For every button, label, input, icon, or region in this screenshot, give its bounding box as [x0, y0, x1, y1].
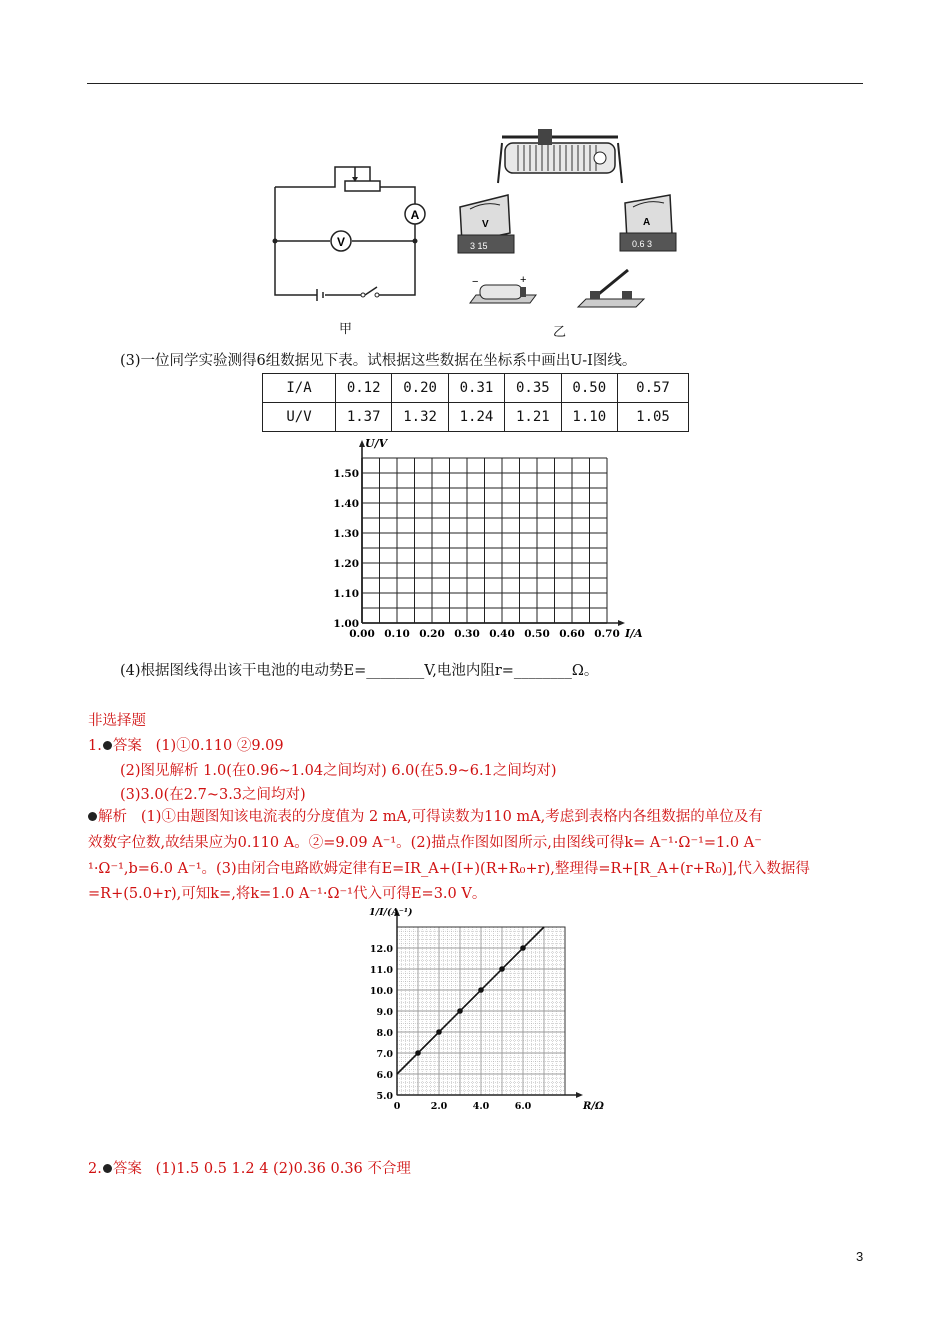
x-tick-label: 0.70: [594, 628, 620, 640]
row-label-current: I/A: [263, 374, 336, 403]
table-cell: 0.50: [561, 374, 617, 403]
table-cell: 1.37: [336, 403, 392, 432]
answers-heading: 非选择题: [88, 713, 146, 729]
explanation-icon: [88, 812, 97, 821]
table-cell: 0.12: [336, 374, 392, 403]
voltmeter-symbol: V: [336, 235, 346, 249]
table-cell: 1.05: [618, 403, 689, 432]
y-tick-label: 12.0: [369, 944, 393, 955]
y-tick-label: 1.10: [333, 588, 359, 600]
top-rule: [87, 83, 863, 84]
x-tick-label: 4.0: [472, 1101, 490, 1112]
y-tick-label: 7.0: [376, 1049, 393, 1060]
data-point: [457, 1008, 463, 1014]
answer-2-label: 答案: [112, 1161, 142, 1177]
x-tick-label: 0.60: [559, 628, 585, 640]
answer-2-number: 2.: [88, 1161, 102, 1177]
x-axis-label: I/A: [625, 627, 643, 640]
explanation-label: 解析: [98, 809, 127, 825]
voltmeter-device-label: V: [482, 219, 489, 230]
y-tick-label: 10.0: [369, 986, 393, 997]
data-point: [499, 966, 505, 972]
x-axis-arrow: [576, 1092, 583, 1098]
voltmeter-scale-label: 3 15: [470, 241, 488, 251]
table-cell: 0.20: [392, 374, 448, 403]
x-tick-label: 2.0: [430, 1101, 448, 1112]
data-point: [436, 1029, 442, 1035]
data-point: [520, 945, 526, 951]
y-tick-label: 9.0: [376, 1007, 393, 1018]
explanation-line1: [88, 807, 763, 827]
answer-icon: [103, 1164, 112, 1173]
explanation-line2: 效数字位数,故结果应为0.110 A。②=9.09 A⁻¹。(2)描点作图如图所示,由图线可得k= A⁻¹·Ω⁻¹=1.0 A⁻: [88, 835, 762, 851]
x-tick-label: 0.00: [349, 628, 375, 640]
x-tick-label: 0.30: [454, 628, 480, 640]
y-tick-label: 1.50: [333, 468, 359, 480]
question-3-text: (3)一位同学实验测得6组数据见下表。试根据这些数据在坐标系中画出U-I图线。: [120, 353, 637, 369]
answer-1-label: 答案: [112, 738, 142, 754]
x-tick-label: 0.40: [489, 628, 515, 640]
y-tick-label: 5.0: [376, 1091, 393, 1102]
table-cell: 0.35: [505, 374, 561, 403]
equipment-illustration: [450, 125, 680, 315]
ammeter-device-icon: [620, 195, 676, 251]
ui-grid: [325, 435, 655, 645]
rheostat-icon: [498, 129, 622, 183]
x-axis-label: R/Ω: [583, 1101, 604, 1112]
switch-icon: [578, 270, 644, 307]
circuit-diagram: [265, 155, 440, 300]
page-number: 3: [856, 1249, 864, 1264]
y-axis-label: U/V: [365, 437, 388, 450]
explanation-line3: ¹·Ω⁻¹,b=6.0 A⁻¹。(3)由闭合电路欧姆定律有E=IR_A+(I+)(R+R₀+r),整理得=R+[R_A+(r+R₀)],代入数据得: [88, 861, 810, 877]
answer-chart: [355, 905, 604, 1115]
answer-1-line3: (3)3.0(在2.7~3.3之间均对): [120, 787, 306, 803]
x-tick-label: 6.0: [514, 1101, 532, 1112]
y-tick-label: 11.0: [369, 965, 393, 976]
table-cell: 1.32: [392, 403, 448, 432]
y-tick-label: 1.40: [333, 498, 359, 510]
row-label-voltage: U/V: [263, 403, 336, 432]
data-point: [415, 1050, 421, 1056]
x-tick-label: 0.10: [384, 628, 410, 640]
x-tick-label: 0.20: [419, 628, 445, 640]
explanation-text-1: (1)①由题图知该电流表的分度值为 2 mA,可得读数为110 mA,考虑到表格内各组数据的单位及有: [140, 809, 763, 825]
data-table: [262, 373, 689, 432]
voltmeter-device-icon: [458, 195, 514, 253]
answer-1: [88, 736, 284, 756]
battery-plus: +: [520, 274, 527, 286]
table-cell: 0.31: [448, 374, 504, 403]
ammeter-symbol: A: [410, 208, 420, 222]
table-cell: 1.10: [561, 403, 617, 432]
battery-icon: [470, 274, 536, 303]
answer-2: [88, 1159, 411, 1179]
caption-yi: 乙: [553, 325, 567, 340]
y-axis-label: 1/I/(A⁻¹): [369, 907, 413, 918]
ammeter-device-label: A: [643, 217, 651, 228]
answer-1-line1: (1)①0.110 ②9.09: [155, 738, 284, 754]
table-cell: 0.57: [618, 374, 689, 403]
y-tick-label: 6.0: [376, 1070, 393, 1081]
battery-minus: −: [472, 276, 479, 288]
y-tick-label: 1.20: [333, 558, 359, 570]
y-tick-label: 1.00: [333, 618, 359, 630]
table-cell: 1.24: [448, 403, 504, 432]
y-tick-label: 1.30: [333, 528, 359, 540]
question-4-text: (4)根据图线得出该干电池的电动势E=________V,电池内阻r=________Ω。: [120, 663, 599, 679]
table-row-current: [263, 374, 689, 403]
ammeter-scale-label: 0.6 3: [632, 239, 653, 249]
answer-2-text: (1)1.5 0.5 1.2 4 (2)0.36 0.36 不合理: [155, 1161, 411, 1177]
answer-icon: [103, 741, 112, 750]
explanation-line4: =R+(5.0+r),可知k=,将k=1.0 A⁻¹·Ω⁻¹代入可得E=3.0 V。: [88, 886, 487, 902]
data-point: [478, 987, 484, 993]
x-axis-arrow: [618, 620, 625, 626]
answer-1-number: 1.: [88, 738, 102, 754]
caption-jia: 甲: [339, 322, 353, 337]
answer-1-line2: (2)图见解析 1.0(在0.96~1.04之间均对) 6.0(在5.9~6.1之间均对): [120, 763, 557, 779]
table-row-voltage: [263, 403, 689, 432]
x-tick-label: 0: [393, 1101, 401, 1112]
y-tick-label: 8.0: [376, 1028, 393, 1039]
table-cell: 1.21: [505, 403, 561, 432]
x-tick-label: 0.50: [524, 628, 550, 640]
